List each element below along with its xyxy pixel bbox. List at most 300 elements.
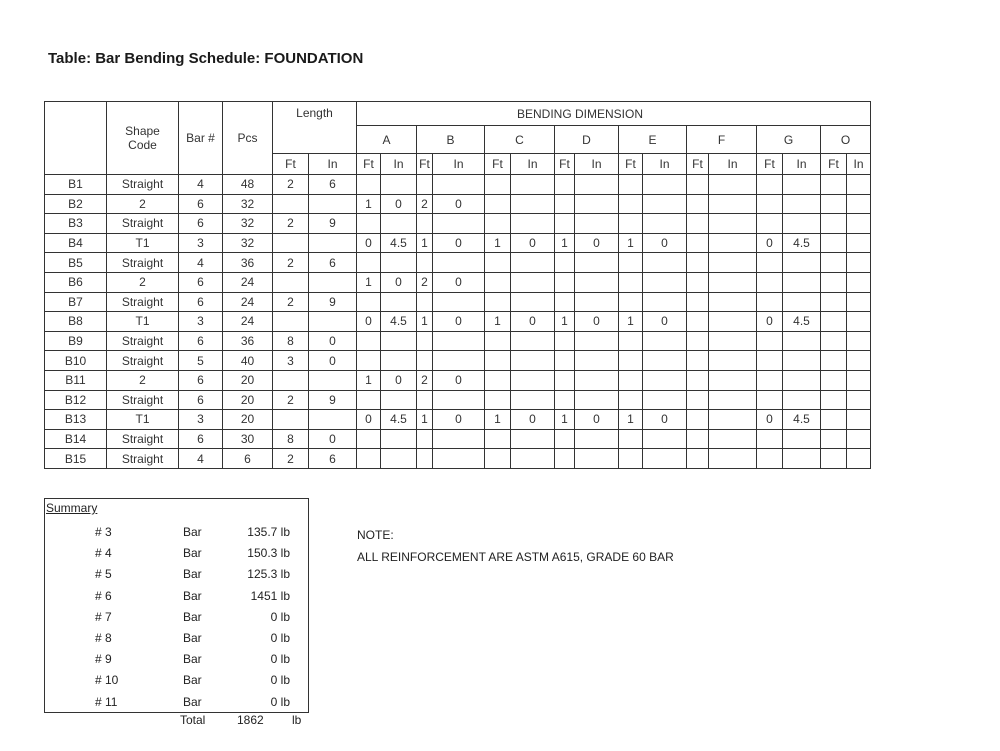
note <box>357 524 674 568</box>
cell-id: B11 <box>45 370 107 390</box>
table-row <box>45 351 871 371</box>
cell-dimension: 0 <box>357 312 381 332</box>
cell-pcs: 36 <box>223 253 273 273</box>
cell-bar: 6 <box>179 292 223 312</box>
cell-bar: 3 <box>179 410 223 430</box>
total-unit: lb <box>292 713 302 727</box>
cell-dimension <box>433 429 485 449</box>
cell-dimension <box>847 253 871 273</box>
cell-dimension <box>485 429 511 449</box>
cell-dimension <box>687 331 709 351</box>
cell-dimension <box>643 194 687 214</box>
cell-dimension: 4.5 <box>381 410 417 430</box>
cell-dimension: 0 <box>381 194 417 214</box>
cell-dimension <box>687 194 709 214</box>
cell-dimension <box>619 272 643 292</box>
cell-len-in: 9 <box>309 292 357 312</box>
cell-dimension <box>485 253 511 273</box>
cell-dimension <box>783 370 821 390</box>
cell-len-in <box>309 194 357 214</box>
cell-bar: 4 <box>179 175 223 195</box>
summary-bar-size: # 3 <box>95 525 112 539</box>
cell-dimension: 1 <box>485 312 511 332</box>
cell-dimension: 0 <box>357 233 381 253</box>
cell-dimension <box>821 370 847 390</box>
note-heading: NOTE: <box>357 528 394 542</box>
cell-len-ft <box>273 194 309 214</box>
cell-len-in: 6 <box>309 175 357 195</box>
cell-dimension <box>575 331 619 351</box>
cell-dimension <box>847 214 871 234</box>
cell-shape: Straight <box>107 449 179 469</box>
cell-dimension: 0 <box>757 233 783 253</box>
cell-dimension <box>485 175 511 195</box>
header-pcs: Pcs <box>223 102 273 175</box>
cell-dimension <box>821 292 847 312</box>
summary-box <box>44 498 309 713</box>
summary-weight: 0 lb <box>270 694 290 709</box>
cell-dimension: 0 <box>575 233 619 253</box>
header-in: In <box>511 154 555 175</box>
cell-shape: Straight <box>107 292 179 312</box>
header-dim-b: B <box>417 126 485 154</box>
cell-id: B15 <box>45 449 107 469</box>
cell-shape: Straight <box>107 351 179 371</box>
cell-id: B2 <box>45 194 107 214</box>
cell-dimension <box>433 253 485 273</box>
cell-dimension <box>485 351 511 371</box>
cell-dimension <box>687 410 709 430</box>
cell-dimension <box>821 175 847 195</box>
cell-dimension: 4.5 <box>783 312 821 332</box>
header-ft: Ft <box>555 154 575 175</box>
cell-bar: 6 <box>179 370 223 390</box>
note-text: ALL REINFORCEMENT ARE ASTM A615, GRADE 60 BAR <box>357 550 674 564</box>
cell-dimension <box>709 194 757 214</box>
cell-shape: 2 <box>107 370 179 390</box>
cell-len-ft: 8 <box>273 331 309 351</box>
header-ft: Ft <box>417 154 433 175</box>
cell-dimension <box>381 292 417 312</box>
cell-dimension: 1 <box>357 194 381 214</box>
cell-dimension <box>555 272 575 292</box>
header-bending-dimension: BENDING DIMENSION <box>357 102 871 126</box>
cell-dimension <box>511 390 555 410</box>
cell-dimension <box>847 449 871 469</box>
cell-dimension <box>757 214 783 234</box>
header-shape-code: Shape Code <box>107 102 179 175</box>
cell-dimension <box>357 175 381 195</box>
cell-dimension <box>357 390 381 410</box>
cell-len-ft: 8 <box>273 429 309 449</box>
summary-row <box>45 673 308 693</box>
header-dim-a: A <box>357 126 417 154</box>
cell-dimension <box>757 194 783 214</box>
header-in: In <box>575 154 619 175</box>
cell-dimension <box>709 292 757 312</box>
cell-dimension <box>381 175 417 195</box>
cell-dimension: 1 <box>555 312 575 332</box>
cell-dimension <box>783 331 821 351</box>
cell-shape: T1 <box>107 312 179 332</box>
summary-row <box>45 589 308 609</box>
table-row <box>45 370 871 390</box>
header-ft: Ft <box>757 154 783 175</box>
cell-dimension <box>821 194 847 214</box>
table-row <box>45 272 871 292</box>
cell-pcs: 48 <box>223 175 273 195</box>
cell-dimension: 0 <box>433 194 485 214</box>
table-row <box>45 292 871 312</box>
cell-id: B3 <box>45 214 107 234</box>
cell-dimension <box>757 292 783 312</box>
cell-shape: Straight <box>107 253 179 273</box>
cell-dimension <box>709 214 757 234</box>
cell-shape: 2 <box>107 272 179 292</box>
cell-dimension: 1 <box>357 272 381 292</box>
summary-weight: 0 lb <box>270 631 290 645</box>
cell-pcs: 20 <box>223 390 273 410</box>
cell-dimension <box>575 449 619 469</box>
cell-dimension: 4.5 <box>783 410 821 430</box>
header-ft: Ft <box>619 154 643 175</box>
bar-bending-schedule-table <box>44 101 871 469</box>
cell-dimension <box>847 233 871 253</box>
summary-bar-size: # 11 <box>95 694 118 709</box>
header-ft: Ft <box>821 154 847 175</box>
cell-dimension: 1 <box>417 410 433 430</box>
cell-bar: 4 <box>179 253 223 273</box>
cell-dimension <box>575 292 619 312</box>
cell-dimension <box>847 370 871 390</box>
cell-dimension <box>417 292 433 312</box>
cell-dimension: 0 <box>511 410 555 430</box>
cell-dimension <box>381 390 417 410</box>
cell-len-in: 0 <box>309 351 357 371</box>
total-value: 1862 <box>237 713 264 727</box>
cell-len-ft: 2 <box>273 175 309 195</box>
cell-dimension <box>417 351 433 371</box>
table-row <box>45 214 871 234</box>
cell-dimension <box>757 272 783 292</box>
summary-bar-type: Bar <box>183 652 202 667</box>
header-in: In <box>847 154 871 175</box>
cell-dimension <box>783 272 821 292</box>
cell-dimension: 4.5 <box>381 312 417 332</box>
cell-dimension: 0 <box>575 410 619 430</box>
cell-dimension <box>783 175 821 195</box>
total-label: Total <box>180 713 206 727</box>
header-dim-c: C <box>485 126 555 154</box>
cell-dimension <box>381 253 417 273</box>
cell-dimension <box>485 214 511 234</box>
cell-dimension <box>847 390 871 410</box>
cell-dimension <box>485 292 511 312</box>
header-ft: Ft <box>485 154 511 175</box>
cell-dimension <box>643 390 687 410</box>
cell-dimension <box>511 351 555 371</box>
cell-dimension <box>821 449 847 469</box>
cell-dimension <box>511 370 555 390</box>
cell-len-ft: 2 <box>273 449 309 469</box>
cell-pcs: 24 <box>223 292 273 312</box>
cell-len-ft <box>273 370 309 390</box>
cell-id: B4 <box>45 233 107 253</box>
cell-id: B12 <box>45 390 107 410</box>
summary-bar-type: Bar <box>183 525 202 539</box>
cell-dimension <box>357 253 381 273</box>
cell-dimension <box>821 331 847 351</box>
cell-id: B6 <box>45 272 107 292</box>
cell-shape: Straight <box>107 214 179 234</box>
cell-dimension <box>575 214 619 234</box>
summary-bar-type: Bar <box>183 609 202 624</box>
table-row <box>45 390 871 410</box>
cell-dimension <box>417 175 433 195</box>
table-row <box>45 194 871 214</box>
cell-dimension <box>511 272 555 292</box>
cell-dimension: 2 <box>417 194 433 214</box>
cell-dimension: 1 <box>417 233 433 253</box>
cell-dimension: 0 <box>381 272 417 292</box>
cell-dimension: 0 <box>643 312 687 332</box>
header-ft: Ft <box>357 154 381 175</box>
cell-dimension: 0 <box>433 312 485 332</box>
cell-dimension: 1 <box>555 410 575 430</box>
cell-len-ft: 2 <box>273 292 309 312</box>
summary-weight: 0 lb <box>270 673 290 688</box>
cell-len-in <box>309 312 357 332</box>
summary-bar-size: # 6 <box>95 588 112 603</box>
cell-id: B5 <box>45 253 107 273</box>
cell-dimension <box>687 312 709 332</box>
cell-dimension <box>381 214 417 234</box>
cell-dimension <box>847 272 871 292</box>
header-dim-o: O <box>821 126 871 154</box>
cell-dimension: 0 <box>511 233 555 253</box>
summary-bar-size: # 8 <box>95 631 112 645</box>
cell-dimension <box>757 175 783 195</box>
cell-len-ft <box>273 410 309 430</box>
cell-dimension <box>619 351 643 371</box>
summary-row <box>45 525 308 545</box>
cell-dimension <box>687 214 709 234</box>
cell-dimension <box>757 449 783 469</box>
cell-dimension <box>821 272 847 292</box>
header-in: In <box>783 154 821 175</box>
cell-dimension <box>709 370 757 390</box>
cell-dimension <box>821 214 847 234</box>
cell-bar: 6 <box>179 429 223 449</box>
table-title: Table: Bar Bending Schedule: FOUNDATION <box>48 50 364 67</box>
cell-len-ft <box>273 312 309 332</box>
cell-dimension <box>821 429 847 449</box>
cell-bar: 6 <box>179 331 223 351</box>
summary-weight: 1451 lb <box>250 588 290 603</box>
cell-dimension <box>511 175 555 195</box>
cell-dimension <box>433 331 485 351</box>
cell-dimension <box>381 449 417 469</box>
cell-dimension <box>417 449 433 469</box>
summary-label: Summary <box>46 501 98 515</box>
cell-dimension <box>687 272 709 292</box>
cell-dimension <box>709 351 757 371</box>
cell-dimension <box>783 390 821 410</box>
cell-dimension <box>643 351 687 371</box>
cell-dimension <box>555 390 575 410</box>
header-length: Length <box>273 102 357 154</box>
cell-id: B13 <box>45 410 107 430</box>
cell-len-ft: 3 <box>273 351 309 371</box>
cell-bar: 4 <box>179 449 223 469</box>
cell-dimension <box>619 331 643 351</box>
summary-bar-type: Bar <box>183 673 202 688</box>
cell-dimension <box>485 370 511 390</box>
cell-len-ft <box>273 233 309 253</box>
cell-dimension <box>687 233 709 253</box>
cell-dimension <box>757 429 783 449</box>
table-row <box>45 331 871 351</box>
cell-dimension <box>575 253 619 273</box>
cell-pcs: 32 <box>223 214 273 234</box>
cell-dimension <box>687 253 709 273</box>
cell-id: B14 <box>45 429 107 449</box>
table-row <box>45 429 871 449</box>
cell-dimension <box>783 194 821 214</box>
cell-pcs: 30 <box>223 429 273 449</box>
cell-dimension: 4.5 <box>381 233 417 253</box>
cell-len-in: 6 <box>309 253 357 273</box>
cell-dimension <box>757 331 783 351</box>
cell-dimension <box>709 390 757 410</box>
cell-dimension <box>417 331 433 351</box>
summary-row <box>45 652 308 672</box>
cell-dimension: 0 <box>433 410 485 430</box>
cell-dimension: 1 <box>619 312 643 332</box>
cell-len-in <box>309 233 357 253</box>
summary-weight: 0 lb <box>270 609 290 624</box>
cell-dimension <box>575 175 619 195</box>
cell-dimension <box>619 175 643 195</box>
cell-dimension <box>555 214 575 234</box>
cell-dimension <box>433 292 485 312</box>
cell-dimension <box>555 194 575 214</box>
header-in: In <box>433 154 485 175</box>
cell-dimension <box>643 292 687 312</box>
header-dim-f: F <box>687 126 757 154</box>
cell-len-ft <box>273 272 309 292</box>
cell-dimension <box>357 214 381 234</box>
cell-dimension <box>555 449 575 469</box>
cell-len-in: 9 <box>309 214 357 234</box>
cell-dimension <box>783 351 821 371</box>
cell-dimension <box>357 429 381 449</box>
cell-bar: 6 <box>179 390 223 410</box>
cell-dimension <box>619 429 643 449</box>
cell-pcs: 32 <box>223 194 273 214</box>
cell-dimension <box>433 449 485 469</box>
summary-row <box>45 546 308 566</box>
cell-dimension <box>643 253 687 273</box>
cell-dimension <box>381 429 417 449</box>
cell-dimension <box>687 175 709 195</box>
cell-dimension <box>433 214 485 234</box>
cell-pcs: 32 <box>223 233 273 253</box>
cell-bar: 6 <box>179 214 223 234</box>
cell-dimension: 0 <box>433 370 485 390</box>
cell-dimension: 0 <box>433 272 485 292</box>
cell-len-in <box>309 370 357 390</box>
cell-pcs: 20 <box>223 370 273 390</box>
summary-bar-type: Bar <box>183 567 202 582</box>
cell-id: B7 <box>45 292 107 312</box>
cell-dimension <box>511 429 555 449</box>
summary-bar-size: # 9 <box>95 652 112 667</box>
cell-dimension <box>847 292 871 312</box>
header-id <box>45 102 107 175</box>
cell-dimension <box>511 253 555 273</box>
cell-dimension: 1 <box>485 410 511 430</box>
summary-bar-type: Bar <box>183 588 202 603</box>
cell-dimension <box>619 390 643 410</box>
cell-pcs: 24 <box>223 272 273 292</box>
cell-len-in: 0 <box>309 429 357 449</box>
table-row <box>45 233 871 253</box>
cell-dimension <box>417 390 433 410</box>
cell-dimension <box>575 351 619 371</box>
header-in: In <box>709 154 757 175</box>
cell-dimension <box>847 331 871 351</box>
cell-bar: 6 <box>179 272 223 292</box>
cell-dimension <box>643 449 687 469</box>
cell-dimension <box>783 253 821 273</box>
cell-dimension <box>485 272 511 292</box>
cell-dimension <box>687 449 709 469</box>
cell-dimension <box>687 351 709 371</box>
cell-dimension <box>643 370 687 390</box>
cell-dimension <box>847 175 871 195</box>
header-ft: Ft <box>273 154 309 175</box>
cell-dimension: 0 <box>643 410 687 430</box>
cell-dimension: 0 <box>757 312 783 332</box>
cell-id: B8 <box>45 312 107 332</box>
header-in: In <box>309 154 357 175</box>
cell-dimension <box>417 253 433 273</box>
cell-dimension <box>643 429 687 449</box>
cell-pcs: 24 <box>223 312 273 332</box>
summary-weight: 125.3 lb <box>247 567 290 582</box>
cell-dimension <box>709 175 757 195</box>
table-row <box>45 410 871 430</box>
cell-dimension <box>485 390 511 410</box>
table-row <box>45 312 871 332</box>
summary-bar-type: Bar <box>183 546 202 561</box>
cell-id: B10 <box>45 351 107 371</box>
cell-dimension: 1 <box>555 233 575 253</box>
cell-dimension <box>643 331 687 351</box>
cell-dimension: 4.5 <box>783 233 821 253</box>
cell-dimension <box>357 331 381 351</box>
header-dim-e: E <box>619 126 687 154</box>
cell-dimension: 1 <box>357 370 381 390</box>
cell-dimension <box>575 429 619 449</box>
cell-id: B9 <box>45 331 107 351</box>
cell-dimension <box>555 351 575 371</box>
cell-dimension: 0 <box>511 312 555 332</box>
cell-dimension <box>643 214 687 234</box>
cell-pcs: 36 <box>223 331 273 351</box>
cell-dimension <box>381 331 417 351</box>
